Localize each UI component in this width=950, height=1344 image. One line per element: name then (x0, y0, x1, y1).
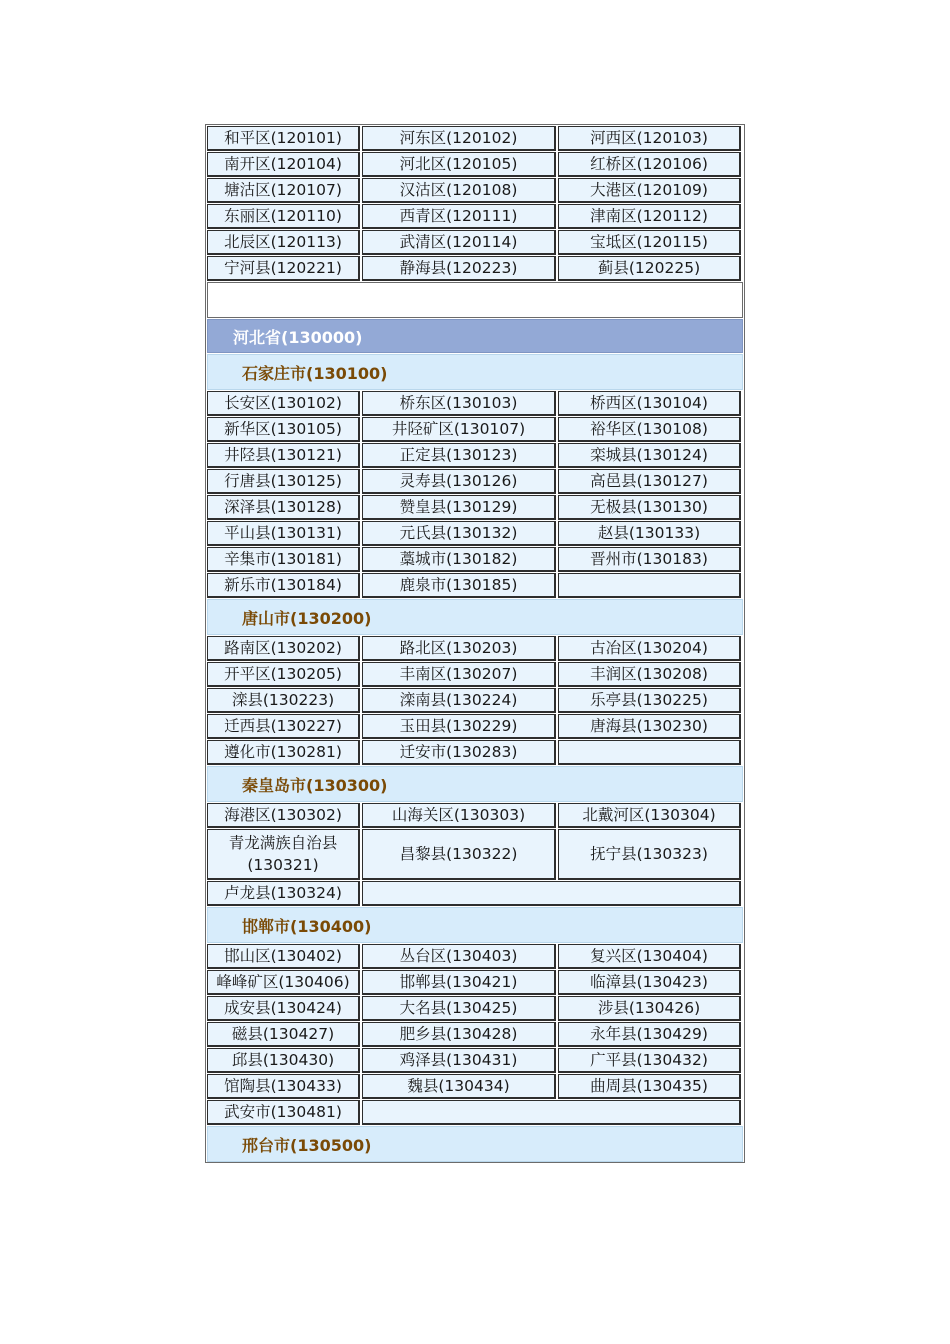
table-cell: 丰润区(130208) (558, 662, 741, 687)
table-cell: 宝坻区(120115) (558, 230, 741, 255)
table-cell: 成安县(130424) (207, 996, 360, 1021)
table-cell: 平山县(130131) (207, 521, 360, 546)
table-cell: 大名县(130425) (362, 996, 556, 1021)
table-cell: 北戴河区(130304) (558, 803, 741, 828)
table-row (206, 880, 744, 906)
table-cell: 深泽县(130128) (207, 495, 360, 520)
table-cell: 东丽区(120110) (207, 204, 360, 229)
table-cell: 晋州市(130183) (558, 547, 741, 572)
table-row (206, 442, 744, 468)
table-cell: 涉县(130426) (558, 996, 741, 1021)
table-cell: 大港区(120109) (558, 178, 741, 203)
table-cell: 迁安市(130283) (362, 740, 556, 765)
table-cell: 无极县(130130) (558, 495, 741, 520)
table-cell-empty (558, 573, 741, 598)
table-cell: 塘沽区(120107) (207, 178, 360, 203)
city-header: 邯郸市(130400) (207, 907, 743, 943)
table-cell: 玉田县(130229) (362, 714, 556, 739)
table-row (206, 572, 744, 598)
table-cell: 高邑县(130127) (558, 469, 741, 494)
table-cell: 井陉矿区(130107) (362, 417, 556, 442)
table-cell: 遵化市(130281) (207, 740, 360, 765)
table-row (206, 1073, 744, 1099)
table-cell: 红桥区(120106) (558, 152, 741, 177)
table-cell: 临漳县(130423) (558, 970, 741, 995)
table-cell: 广平县(130432) (558, 1048, 741, 1073)
table-cell: 津南区(120112) (558, 204, 741, 229)
table-cell: 滦县(130223) (207, 688, 360, 713)
table-cell: 滦南县(130224) (362, 688, 556, 713)
table-cell: 新乐市(130184) (207, 573, 360, 598)
table-cell: 复兴区(130404) (558, 944, 741, 969)
table-cell: 鹿泉市(130185) (362, 573, 556, 598)
table-cell: 丰南区(130207) (362, 662, 556, 687)
table-cell: 迁西县(130227) (207, 714, 360, 739)
table-cell: 武清区(120114) (362, 230, 556, 255)
table-cell: 馆陶县(130433) (207, 1074, 360, 1099)
table-row (206, 546, 744, 572)
table-cell: 南开区(120104) (207, 152, 360, 177)
table-cell: 邯山区(130402) (207, 944, 360, 969)
table-cell: 乐亭县(130225) (558, 688, 741, 713)
table-row (206, 177, 744, 203)
city-header: 秦皇岛市(130300) (207, 766, 743, 802)
table-cell: 路南区(130202) (207, 636, 360, 661)
table-row (206, 739, 744, 765)
table-row (206, 520, 744, 546)
table-cell: 肥乡县(130428) (362, 1022, 556, 1047)
table-cell: 曲周县(130435) (558, 1074, 741, 1099)
table-row (206, 416, 744, 442)
table-cell: 藁城市(130182) (362, 547, 556, 572)
table-cell: 抚宁县(130323) (558, 829, 741, 880)
table-row (206, 390, 744, 416)
table-row (206, 255, 744, 281)
city-header: 邢台市(130500) (207, 1126, 743, 1162)
spacer-row (207, 282, 743, 318)
table-cell: 新华区(130105) (207, 417, 360, 442)
table-cell: 开平区(130205) (207, 662, 360, 687)
table-cell: 丛台区(130403) (362, 944, 556, 969)
table-row (206, 969, 744, 995)
table-cell: 古冶区(130204) (558, 636, 741, 661)
table-row (206, 1021, 744, 1047)
table-cell: 宁河县(120221) (207, 256, 360, 281)
table-cell: 河东区(120102) (362, 126, 556, 151)
table-cell: 河北区(120105) (362, 152, 556, 177)
table-cell-empty (362, 1100, 741, 1125)
table-cell: 唐海县(130230) (558, 714, 741, 739)
table-cell: 邱县(130430) (207, 1048, 360, 1073)
table-cell: 赞皇县(130129) (362, 495, 556, 520)
table-cell: 赵县(130133) (558, 521, 741, 546)
region-code-table (205, 124, 745, 1163)
table-cell: 磁县(130427) (207, 1022, 360, 1047)
table-cell: 魏县(130434) (362, 1074, 556, 1099)
table-cell: 长安区(130102) (207, 391, 360, 416)
table-row (206, 943, 744, 969)
table-cell: 青龙满族自治县(130321) (207, 829, 360, 880)
province-header: 河北省(130000) (207, 319, 743, 353)
table-cell: 海港区(130302) (207, 803, 360, 828)
table-row (206, 151, 744, 177)
table-cell: 汉沽区(120108) (362, 178, 556, 203)
table-row (206, 661, 744, 687)
table-cell: 行唐县(130125) (207, 469, 360, 494)
table-cell: 裕华区(130108) (558, 417, 741, 442)
table-cell: 辛集市(130181) (207, 547, 360, 572)
table-cell: 路北区(130203) (362, 636, 556, 661)
table-row (206, 828, 744, 880)
table-row (206, 995, 744, 1021)
table-cell: 西青区(120111) (362, 204, 556, 229)
table-cell: 栾城县(130124) (558, 443, 741, 468)
table-row (206, 125, 744, 151)
table-row (206, 468, 744, 494)
table-cell: 蓟县(120225) (558, 256, 741, 281)
table-row (206, 203, 744, 229)
table-cell-empty (362, 881, 741, 906)
table-cell: 和平区(120101) (207, 126, 360, 151)
table-cell: 正定县(130123) (362, 443, 556, 468)
city-header: 唐山市(130200) (207, 599, 743, 635)
table-cell: 卢龙县(130324) (207, 881, 360, 906)
table-row (206, 713, 744, 739)
table-cell: 井陉县(130121) (207, 443, 360, 468)
table-cell: 山海关区(130303) (362, 803, 556, 828)
table-row (206, 229, 744, 255)
table-row (206, 687, 744, 713)
table-cell: 桥西区(130104) (558, 391, 741, 416)
table-cell: 鸡泽县(130431) (362, 1048, 556, 1073)
table-cell: 灵寿县(130126) (362, 469, 556, 494)
table-row (206, 1047, 744, 1073)
table-cell: 永年县(130429) (558, 1022, 741, 1047)
table-cell: 邯郸县(130421) (362, 970, 556, 995)
table-row (206, 635, 744, 661)
table-cell: 武安市(130481) (207, 1100, 360, 1125)
table-cell: 北辰区(120113) (207, 230, 360, 255)
table-row (206, 1099, 744, 1125)
table-row (206, 494, 744, 520)
table-cell: 桥东区(130103) (362, 391, 556, 416)
table-cell: 元氏县(130132) (362, 521, 556, 546)
table-cell: 昌黎县(130322) (362, 829, 556, 880)
table-cell: 静海县(120223) (362, 256, 556, 281)
table-row (206, 802, 744, 828)
city-header: 石家庄市(130100) (207, 354, 743, 390)
table-cell: 峰峰矿区(130406) (207, 970, 360, 995)
table-cell-empty (558, 740, 741, 765)
table-cell: 河西区(120103) (558, 126, 741, 151)
